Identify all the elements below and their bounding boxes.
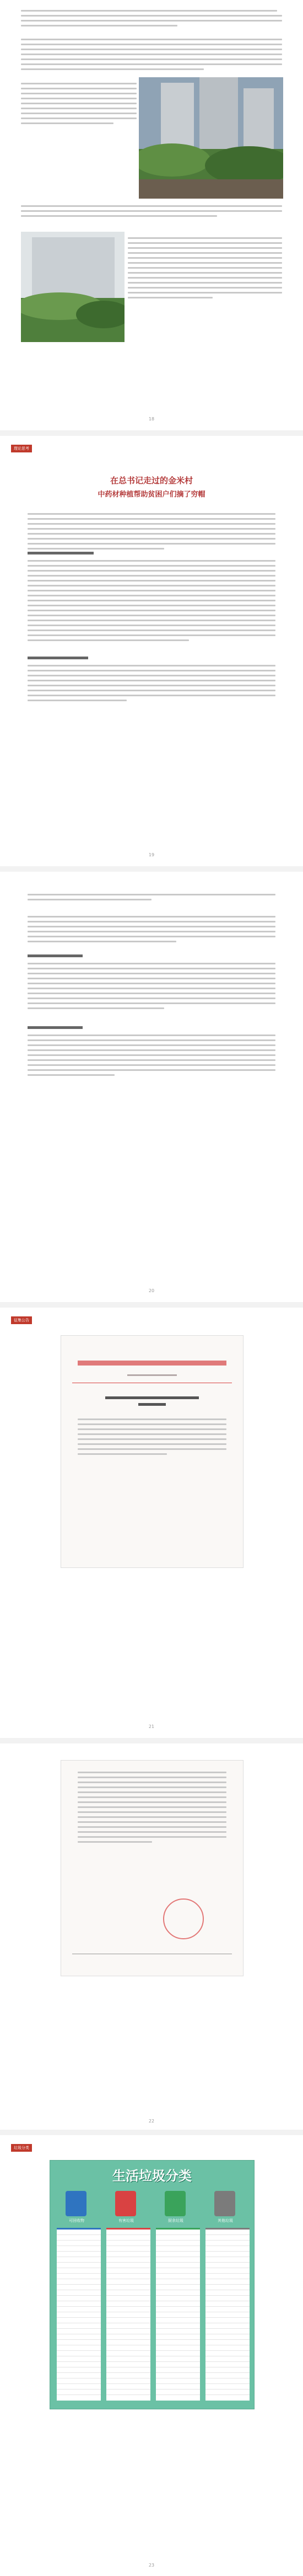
category-item: [156, 2340, 200, 2345]
category-item: [57, 2378, 101, 2384]
category-item: [106, 2274, 150, 2279]
bin-label-hazardous: 有害垃圾: [118, 2218, 134, 2223]
category-item: [205, 2340, 250, 2345]
section-tag: 理论思考: [11, 445, 32, 452]
recyclable-bin-icon: [66, 2191, 86, 2216]
category-item: [57, 2356, 101, 2362]
article-continued-3: [28, 963, 275, 1012]
category-item: [106, 2378, 150, 2384]
category-item: [156, 2307, 200, 2312]
category-item: [205, 2384, 250, 2390]
category-item: [106, 2384, 150, 2390]
category-item: [156, 2356, 200, 2362]
section-tag: 垃圾分类: [11, 2144, 32, 2152]
category-item: [106, 2390, 150, 2395]
category-column-kitchen: [156, 2228, 200, 2401]
page-number: 19: [148, 852, 155, 857]
category-item: [156, 2263, 200, 2268]
text-block-2: [21, 39, 282, 73]
category-item: [57, 2279, 101, 2285]
subhead-3: [28, 954, 83, 957]
document-title-bar: [105, 1396, 199, 1399]
text-block-5: [128, 237, 282, 302]
category-item: [205, 2323, 250, 2329]
category-item: [57, 2318, 101, 2323]
category-item: [205, 2373, 250, 2378]
category-item: [57, 2263, 101, 2268]
category-item: [156, 2384, 200, 2390]
page-number: 22: [148, 2119, 155, 2124]
category-item: [57, 2285, 101, 2290]
category-item: [57, 2384, 101, 2390]
category-item: [106, 2230, 150, 2235]
page-6: [0, 2135, 303, 2576]
category-item: [156, 2362, 200, 2367]
category-item: [57, 2257, 101, 2263]
category-column-hazardous: [106, 2228, 150, 2401]
page-2: [0, 436, 303, 866]
category-item: [106, 2235, 150, 2241]
category-item: [156, 2378, 200, 2384]
category-item: [205, 2390, 250, 2395]
category-item: [57, 2290, 101, 2296]
garbage-sorting-poster: [50, 2160, 255, 2409]
document-title-bar-2: [138, 1403, 166, 1406]
category-item: [57, 2252, 101, 2257]
category-item: [205, 2241, 250, 2246]
category-item: [106, 2312, 150, 2318]
subhead-2: [28, 657, 88, 659]
category-item: [57, 2362, 101, 2367]
category-item: [205, 2252, 250, 2257]
category-item: [57, 2334, 101, 2340]
category-item: [156, 2285, 200, 2290]
category-item: [106, 2329, 150, 2334]
category-item: [205, 2263, 250, 2268]
page-number: 20: [148, 1288, 155, 1293]
article-continued-1: [28, 894, 275, 904]
green-terrace-photo: [21, 232, 125, 342]
category-item: [106, 2268, 150, 2274]
article-continued-2: [28, 916, 275, 946]
bin-label-other: 其他垃圾: [218, 2218, 233, 2223]
category-item: [57, 2241, 101, 2246]
category-item: [205, 2274, 250, 2279]
category-item: [156, 2257, 200, 2263]
category-item: [156, 2323, 200, 2329]
category-item: [156, 2296, 200, 2301]
category-item: [205, 2351, 250, 2356]
category-item: [106, 2345, 150, 2351]
article-title-line2: 中药材种植帮助贫困户们摘了穷帽: [98, 490, 205, 499]
category-item: [57, 2301, 101, 2307]
category-item: [106, 2318, 150, 2323]
category-item: [57, 2268, 101, 2274]
category-item: [156, 2373, 200, 2378]
category-item: [106, 2340, 150, 2345]
category-item: [106, 2334, 150, 2340]
category-item: [57, 2307, 101, 2312]
category-item: [156, 2230, 200, 2235]
category-item: [57, 2340, 101, 2345]
article-intro: [28, 513, 275, 553]
hazardous-bin-icon: [115, 2191, 136, 2216]
category-item: [205, 2285, 250, 2290]
page-number: 23: [148, 2563, 155, 2568]
text-block-4: [21, 205, 282, 220]
category-item: [57, 2345, 101, 2351]
category-item: [57, 2390, 101, 2395]
bin-label-recyclable: 可回收物: [69, 2218, 84, 2223]
category-item: [205, 2307, 250, 2312]
category-item: [106, 2290, 150, 2296]
category-item: [205, 2290, 250, 2296]
section-tag: 征集公告: [11, 1316, 32, 1324]
category-item: [205, 2296, 250, 2301]
category-item: [57, 2230, 101, 2235]
category-item: [156, 2390, 200, 2395]
category-item: [156, 2235, 200, 2241]
category-item: [205, 2301, 250, 2307]
official-document-scan-page2: [61, 1760, 244, 1976]
category-item: [156, 2274, 200, 2279]
article-title-line1: 在总书记走过的金米村: [110, 476, 193, 486]
category-item: [156, 2367, 200, 2373]
category-item: [205, 2367, 250, 2373]
page-number: 21: [148, 1724, 155, 1729]
bin-label-kitchen: 厨余垃圾: [168, 2218, 183, 2223]
category-item: [57, 2312, 101, 2318]
document-body: [78, 1418, 226, 1458]
page-5: [0, 1743, 303, 2130]
article-body-2: [28, 665, 275, 705]
document-stamp: [163, 1898, 204, 1939]
category-item: [205, 2279, 250, 2285]
category-item: [57, 2323, 101, 2329]
category-item: [156, 2312, 200, 2318]
category-item: [156, 2351, 200, 2356]
category-item: [156, 2268, 200, 2274]
category-column-recyclable: [57, 2228, 101, 2401]
category-item: [205, 2318, 250, 2323]
category-item: [106, 2307, 150, 2312]
category-item: [205, 2268, 250, 2274]
category-item: [156, 2290, 200, 2296]
article-continued-4: [28, 1034, 275, 1079]
kitchen-bin-icon: [165, 2191, 186, 2216]
text-block-top: [21, 10, 282, 30]
page-1: [0, 0, 303, 430]
category-item: [156, 2329, 200, 2334]
category-item: [106, 2367, 150, 2373]
category-item: [106, 2241, 150, 2246]
page-number: 18: [148, 417, 155, 422]
category-item: [57, 2329, 101, 2334]
category-item: [57, 2235, 101, 2241]
category-item: [106, 2252, 150, 2257]
category-item: [205, 2230, 250, 2235]
subhead-1: [28, 552, 94, 554]
category-item: [156, 2252, 200, 2257]
category-item: [106, 2301, 150, 2307]
category-item: [156, 2301, 200, 2307]
document-red-header-bar: [78, 1361, 226, 1366]
official-document-scan: [61, 1335, 244, 1568]
category-item: [205, 2257, 250, 2263]
category-item: [205, 2356, 250, 2362]
text-block-3: [21, 83, 137, 127]
category-item: [57, 2351, 101, 2356]
category-item: [106, 2296, 150, 2301]
category-item: [106, 2351, 150, 2356]
document-body-page2: [78, 1772, 226, 1846]
category-item: [57, 2274, 101, 2279]
category-item: [106, 2362, 150, 2367]
document-doc-number-bar: [127, 1374, 177, 1376]
category-item: [205, 2334, 250, 2340]
category-item: [106, 2356, 150, 2362]
category-item: [57, 2373, 101, 2378]
category-item: [106, 2285, 150, 2290]
category-column-other: [205, 2228, 250, 2401]
other-bin-icon: [214, 2191, 235, 2216]
category-item: [156, 2345, 200, 2351]
subhead-4: [28, 1026, 83, 1029]
category-item: [205, 2329, 250, 2334]
category-item: [106, 2257, 150, 2263]
category-item: [205, 2362, 250, 2367]
category-item: [156, 2246, 200, 2252]
category-item: [57, 2296, 101, 2301]
category-item: [156, 2318, 200, 2323]
category-item: [57, 2246, 101, 2252]
category-item: [205, 2235, 250, 2241]
category-item: [205, 2312, 250, 2318]
poster-title: 生活垃圾分类: [112, 2168, 192, 2184]
category-item: [156, 2279, 200, 2285]
category-item: [205, 2345, 250, 2351]
category-item: [106, 2279, 150, 2285]
page-3: [0, 872, 303, 1302]
category-item: [156, 2241, 200, 2246]
article-body-1: [28, 560, 275, 644]
category-item: [57, 2367, 101, 2373]
category-item: [106, 2246, 150, 2252]
category-item: [106, 2373, 150, 2378]
page-4: [0, 1308, 303, 1738]
category-item: [205, 2246, 250, 2252]
category-item: [156, 2334, 200, 2340]
category-item: [106, 2263, 150, 2268]
category-item: [205, 2378, 250, 2384]
building-garden-photo: [139, 77, 283, 199]
category-item: [106, 2323, 150, 2329]
